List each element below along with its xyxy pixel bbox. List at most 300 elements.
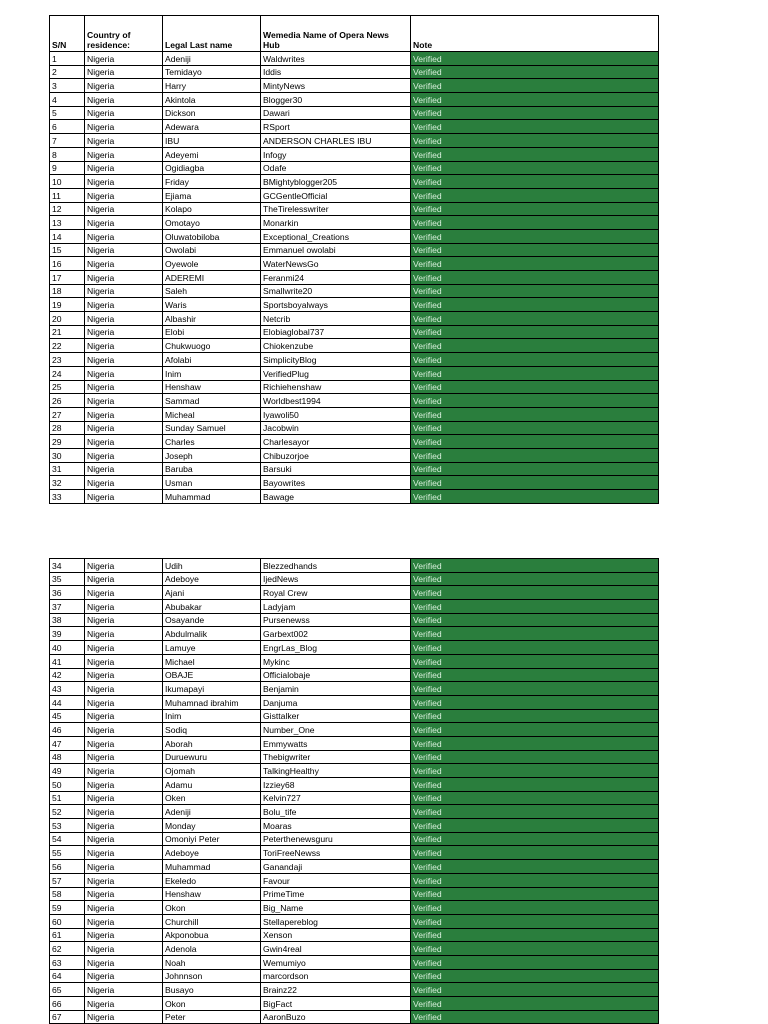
country-cell: Nigeria: [85, 736, 163, 750]
last-name-cell: Adeniji: [163, 52, 261, 66]
country-cell: Nigeria: [85, 654, 163, 668]
country-cell: Nigeria: [85, 846, 163, 860]
sn-cell: 13: [50, 216, 85, 230]
last-name-cell: Dickson: [163, 106, 261, 120]
note-cell: Verified: [411, 120, 659, 134]
last-name-cell: Abdulmalik: [163, 627, 261, 641]
last-name-cell: Sunday Samuel: [163, 421, 261, 435]
wemedia-name-cell: Blogger30: [261, 93, 411, 107]
table-row: [50, 682, 659, 696]
sn-cell: 6: [50, 120, 85, 134]
sn-cell: 53: [50, 819, 85, 833]
last-name-cell: Henshaw: [163, 887, 261, 901]
header-row: [50, 16, 659, 52]
note-cell: Verified: [411, 695, 659, 709]
note-cell: Verified: [411, 764, 659, 778]
table-row: [50, 435, 659, 449]
country-cell: Nigeria: [85, 65, 163, 79]
sn-cell: 27: [50, 407, 85, 421]
wemedia-name-cell: Emmywatts: [261, 736, 411, 750]
last-name-cell: Ogidiagba: [163, 161, 261, 175]
country-cell: Nigeria: [85, 819, 163, 833]
country-cell: Nigeria: [85, 641, 163, 655]
note-cell: Verified: [411, 312, 659, 326]
last-name-cell: Adewara: [163, 120, 261, 134]
note-cell: Verified: [411, 421, 659, 435]
last-name-cell: Oken: [163, 791, 261, 805]
table-row: [50, 1010, 659, 1024]
table-row: [50, 791, 659, 805]
note-cell: Verified: [411, 832, 659, 846]
country-cell: Nigeria: [85, 435, 163, 449]
table-body-1: [50, 52, 659, 504]
wemedia-name-cell: TheTirelesswriter: [261, 202, 411, 216]
country-cell: Nigeria: [85, 353, 163, 367]
wemedia-name-cell: Iyawoli50: [261, 407, 411, 421]
table-row: [50, 134, 659, 148]
sn-cell: 38: [50, 613, 85, 627]
country-cell: Nigeria: [85, 366, 163, 380]
table-row: [50, 586, 659, 600]
sn-cell: 9: [50, 161, 85, 175]
sn-cell: 14: [50, 229, 85, 243]
wemedia-name-cell: RSport: [261, 120, 411, 134]
country-cell: Nigeria: [85, 134, 163, 148]
table-row: [50, 955, 659, 969]
sn-cell: 19: [50, 298, 85, 312]
table-row: [50, 942, 659, 956]
country-cell: Nigeria: [85, 668, 163, 682]
wemedia-name-cell: Iddis: [261, 65, 411, 79]
sn-cell: 3: [50, 79, 85, 93]
sn-cell: 64: [50, 969, 85, 983]
table-row: [50, 257, 659, 271]
note-cell: Verified: [411, 901, 659, 915]
table-row: [50, 106, 659, 120]
country-cell: Nigeria: [85, 490, 163, 504]
country-cell: Nigeria: [85, 462, 163, 476]
wemedia-name-cell: Benjamin: [261, 682, 411, 696]
last-name-cell: Waris: [163, 298, 261, 312]
last-name-cell: Inim: [163, 366, 261, 380]
wemedia-name-cell: SimplicityBlog: [261, 353, 411, 367]
last-name-cell: Friday: [163, 175, 261, 189]
last-name-cell: Oyewole: [163, 257, 261, 271]
sn-cell: 47: [50, 736, 85, 750]
wemedia-name-cell: Sportsboyalways: [261, 298, 411, 312]
last-name-cell: Adeboye: [163, 846, 261, 860]
note-cell: Verified: [411, 284, 659, 298]
sn-cell: 65: [50, 983, 85, 997]
table-row: [50, 613, 659, 627]
wemedia-name-cell: Netcrib: [261, 312, 411, 326]
sn-cell: 25: [50, 380, 85, 394]
last-name-cell: Kolapo: [163, 202, 261, 216]
wemedia-name-cell: VerifiedPlug: [261, 366, 411, 380]
table-row: [50, 175, 659, 189]
wemedia-name-cell: Brainz22: [261, 983, 411, 997]
country-cell: Nigeria: [85, 805, 163, 819]
country-cell: Nigeria: [85, 682, 163, 696]
last-name-cell: Harry: [163, 79, 261, 93]
table-row: [50, 229, 659, 243]
wemedia-name-cell: AaronBuzo: [261, 1010, 411, 1024]
note-cell: Verified: [411, 366, 659, 380]
sn-cell: 21: [50, 325, 85, 339]
sn-cell: 16: [50, 257, 85, 271]
table-row: [50, 188, 659, 202]
wemedia-name-cell: Moaras: [261, 819, 411, 833]
last-name-cell: Johnnson: [163, 969, 261, 983]
sn-cell: 42: [50, 668, 85, 682]
country-cell: Nigeria: [85, 79, 163, 93]
table-row: [50, 600, 659, 614]
note-cell: Verified: [411, 298, 659, 312]
country-cell: Nigeria: [85, 216, 163, 230]
table-row: [50, 641, 659, 655]
table-row: [50, 490, 659, 504]
note-cell: Verified: [411, 462, 659, 476]
country-cell: Nigeria: [85, 695, 163, 709]
table-row: [50, 832, 659, 846]
table-row: [50, 997, 659, 1011]
last-name-cell: ADEREMI: [163, 271, 261, 285]
last-name-cell: OBAJE: [163, 668, 261, 682]
note-cell: Verified: [411, 983, 659, 997]
wemedia-name-cell: PrimeTime: [261, 887, 411, 901]
country-cell: Nigeria: [85, 559, 163, 573]
wemedia-name-cell: Kelvin727: [261, 791, 411, 805]
table-row: [50, 243, 659, 257]
wemedia-name-cell: Charlesayor: [261, 435, 411, 449]
table-row: [50, 764, 659, 778]
country-cell: Nigeria: [85, 52, 163, 66]
table-row: [50, 627, 659, 641]
wemedia-name-cell: Bayowrites: [261, 476, 411, 490]
country-cell: Nigeria: [85, 106, 163, 120]
note-cell: Verified: [411, 928, 659, 942]
table-row: [50, 353, 659, 367]
country-cell: Nigeria: [85, 394, 163, 408]
sn-cell: 52: [50, 805, 85, 819]
table-row: [50, 476, 659, 490]
last-name-cell: Okon: [163, 997, 261, 1011]
sn-cell: 22: [50, 339, 85, 353]
note-cell: Verified: [411, 819, 659, 833]
wemedia-name-cell: Xenson: [261, 928, 411, 942]
note-cell: Verified: [411, 627, 659, 641]
table-row: [50, 298, 659, 312]
country-cell: Nigeria: [85, 298, 163, 312]
last-name-cell: Micheal: [163, 407, 261, 421]
last-name-cell: Monday: [163, 819, 261, 833]
table-row: [50, 462, 659, 476]
last-name-cell: Okon: [163, 901, 261, 915]
wemedia-name-cell: Richiehenshaw: [261, 380, 411, 394]
table-row: [50, 736, 659, 750]
sn-cell: 4: [50, 93, 85, 107]
last-name-cell: Osayande: [163, 613, 261, 627]
wemedia-name-cell: TalkingHealthy: [261, 764, 411, 778]
wemedia-name-cell: Chibuzorjoe: [261, 448, 411, 462]
last-name-cell: Udih: [163, 559, 261, 573]
last-name-cell: Oluwatobiloba: [163, 229, 261, 243]
wemedia-name-cell: Monarkin: [261, 216, 411, 230]
table-row: [50, 846, 659, 860]
table-row: [50, 887, 659, 901]
table-row: [50, 983, 659, 997]
sn-cell: 40: [50, 641, 85, 655]
country-cell: Nigeria: [85, 147, 163, 161]
last-name-cell: Michael: [163, 654, 261, 668]
last-name-cell: Busayo: [163, 983, 261, 997]
table-row: [50, 928, 659, 942]
note-cell: Verified: [411, 394, 659, 408]
country-cell: Nigeria: [85, 188, 163, 202]
table-row: [50, 572, 659, 586]
table-row: [50, 147, 659, 161]
last-name-cell: Akintola: [163, 93, 261, 107]
last-name-cell: Abubakar: [163, 600, 261, 614]
table-row: [50, 325, 659, 339]
table-row: [50, 421, 659, 435]
verification-table-2: [49, 558, 659, 1024]
last-name-cell: Joseph: [163, 448, 261, 462]
wemedia-name-cell: Odafe: [261, 161, 411, 175]
wemedia-name-cell: EngrLas_Blog: [261, 641, 411, 655]
sn-cell: 66: [50, 997, 85, 1011]
wemedia-name-cell: Exceptional_Creations: [261, 229, 411, 243]
table-row: [50, 873, 659, 887]
last-name-cell: Elobi: [163, 325, 261, 339]
last-name-cell: Churchill: [163, 914, 261, 928]
wemedia-name-cell: BigFact: [261, 997, 411, 1011]
note-cell: Verified: [411, 750, 659, 764]
table-row: [50, 271, 659, 285]
last-name-cell: Lamuye: [163, 641, 261, 655]
wemedia-name-cell: Smallwrite20: [261, 284, 411, 298]
country-cell: Nigeria: [85, 586, 163, 600]
note-cell: Verified: [411, 600, 659, 614]
wemedia-name-cell: Barsuki: [261, 462, 411, 476]
country-cell: Nigeria: [85, 476, 163, 490]
sn-cell: 60: [50, 914, 85, 928]
sn-cell: 45: [50, 709, 85, 723]
country-cell: Nigeria: [85, 175, 163, 189]
wemedia-name-cell: Infogy: [261, 147, 411, 161]
table-row: [50, 448, 659, 462]
note-cell: Verified: [411, 188, 659, 202]
wemedia-name-cell: marcordson: [261, 969, 411, 983]
note-cell: Verified: [411, 93, 659, 107]
table-row: [50, 709, 659, 723]
sn-cell: 63: [50, 955, 85, 969]
note-cell: Verified: [411, 339, 659, 353]
header-last-name: Legal Last name: [163, 16, 261, 52]
table-row: [50, 668, 659, 682]
country-cell: Nigeria: [85, 284, 163, 298]
note-cell: Verified: [411, 65, 659, 79]
last-name-cell: Aborah: [163, 736, 261, 750]
note-cell: Verified: [411, 216, 659, 230]
last-name-cell: Muhamnad ibrahim: [163, 695, 261, 709]
country-cell: Nigeria: [85, 312, 163, 326]
note-cell: Verified: [411, 202, 659, 216]
table-row: [50, 860, 659, 874]
note-cell: Verified: [411, 778, 659, 792]
country-cell: Nigeria: [85, 93, 163, 107]
wemedia-name-cell: Ladyjam: [261, 600, 411, 614]
sn-cell: 1: [50, 52, 85, 66]
sn-cell: 51: [50, 791, 85, 805]
note-cell: Verified: [411, 709, 659, 723]
last-name-cell: Peter: [163, 1010, 261, 1024]
country-cell: Nigeria: [85, 969, 163, 983]
sn-cell: 17: [50, 271, 85, 285]
table-row: [50, 339, 659, 353]
note-cell: Verified: [411, 229, 659, 243]
wemedia-name-cell: Favour: [261, 873, 411, 887]
note-cell: Verified: [411, 175, 659, 189]
last-name-cell: Adeboye: [163, 572, 261, 586]
note-cell: Verified: [411, 805, 659, 819]
country-cell: Nigeria: [85, 202, 163, 216]
table-row: [50, 695, 659, 709]
table-row: [50, 914, 659, 928]
wemedia-name-cell: Wemumiyo: [261, 955, 411, 969]
header-note: Note: [411, 16, 659, 52]
note-cell: Verified: [411, 668, 659, 682]
note-cell: Verified: [411, 1010, 659, 1024]
last-name-cell: Omoniyi Peter: [163, 832, 261, 846]
sn-cell: 18: [50, 284, 85, 298]
note-cell: Verified: [411, 969, 659, 983]
last-name-cell: Ajani: [163, 586, 261, 600]
last-name-cell: Sammad: [163, 394, 261, 408]
country-cell: Nigeria: [85, 339, 163, 353]
country-cell: Nigeria: [85, 764, 163, 778]
country-cell: Nigeria: [85, 928, 163, 942]
last-name-cell: Temidayo: [163, 65, 261, 79]
sn-cell: 46: [50, 723, 85, 737]
country-cell: Nigeria: [85, 421, 163, 435]
sn-cell: 23: [50, 353, 85, 367]
sn-cell: 10: [50, 175, 85, 189]
sn-cell: 12: [50, 202, 85, 216]
country-cell: Nigeria: [85, 120, 163, 134]
country-cell: Nigeria: [85, 942, 163, 956]
note-cell: Verified: [411, 243, 659, 257]
table-row: [50, 750, 659, 764]
country-cell: Nigeria: [85, 887, 163, 901]
wemedia-name-cell: IjedNews: [261, 572, 411, 586]
note-cell: Verified: [411, 161, 659, 175]
sn-cell: 49: [50, 764, 85, 778]
country-cell: Nigeria: [85, 613, 163, 627]
last-name-cell: Henshaw: [163, 380, 261, 394]
last-name-cell: Duruewuru: [163, 750, 261, 764]
note-cell: Verified: [411, 257, 659, 271]
note-cell: Verified: [411, 435, 659, 449]
sn-cell: 35: [50, 572, 85, 586]
wemedia-name-cell: Elobiaglobal737: [261, 325, 411, 339]
note-cell: Verified: [411, 147, 659, 161]
header-country: Country of residence:: [85, 16, 163, 52]
last-name-cell: Adeniji: [163, 805, 261, 819]
country-cell: Nigeria: [85, 325, 163, 339]
header-wemedia-name: Wemedia Name of Opera News Hub: [261, 16, 411, 52]
country-cell: Nigeria: [85, 709, 163, 723]
wemedia-name-cell: Izziey68: [261, 778, 411, 792]
note-cell: Verified: [411, 613, 659, 627]
table-body-2: [50, 559, 659, 1024]
last-name-cell: Ikumapayi: [163, 682, 261, 696]
note-cell: Verified: [411, 860, 659, 874]
last-name-cell: Baruba: [163, 462, 261, 476]
wemedia-name-cell: Big_Name: [261, 901, 411, 915]
table-row: [50, 52, 659, 66]
country-cell: Nigeria: [85, 407, 163, 421]
note-cell: Verified: [411, 955, 659, 969]
wemedia-name-cell: Peterthenewsguru: [261, 832, 411, 846]
note-cell: Verified: [411, 407, 659, 421]
sn-cell: 7: [50, 134, 85, 148]
country-cell: Nigeria: [85, 983, 163, 997]
country-cell: Nigeria: [85, 873, 163, 887]
last-name-cell: Usman: [163, 476, 261, 490]
note-cell: Verified: [411, 887, 659, 901]
sn-cell: 26: [50, 394, 85, 408]
table-row: [50, 216, 659, 230]
table-row: [50, 284, 659, 298]
wemedia-name-cell: Danjuma: [261, 695, 411, 709]
country-cell: Nigeria: [85, 600, 163, 614]
wemedia-name-cell: Emmanuel owolabi: [261, 243, 411, 257]
wemedia-name-cell: Waldwrites: [261, 52, 411, 66]
note-cell: Verified: [411, 942, 659, 956]
note-cell: Verified: [411, 448, 659, 462]
wemedia-name-cell: MintyNews: [261, 79, 411, 93]
wemedia-name-cell: BMightyblogger205: [261, 175, 411, 189]
last-name-cell: Saleh: [163, 284, 261, 298]
wemedia-name-cell: Gisttalker: [261, 709, 411, 723]
country-cell: Nigeria: [85, 627, 163, 641]
table-row: [50, 93, 659, 107]
note-cell: Verified: [411, 586, 659, 600]
table-row: [50, 407, 659, 421]
wemedia-name-cell: Gwin4real: [261, 942, 411, 956]
verification-table-1: [49, 15, 659, 504]
note-cell: Verified: [411, 106, 659, 120]
table-row: [50, 120, 659, 134]
country-cell: Nigeria: [85, 791, 163, 805]
sn-cell: 56: [50, 860, 85, 874]
sn-cell: 34: [50, 559, 85, 573]
sn-cell: 41: [50, 654, 85, 668]
note-cell: Verified: [411, 353, 659, 367]
wemedia-name-cell: Bolu_tife: [261, 805, 411, 819]
note-cell: Verified: [411, 52, 659, 66]
last-name-cell: Chukwuogo: [163, 339, 261, 353]
table-row: [50, 366, 659, 380]
last-name-cell: Ejiama: [163, 188, 261, 202]
table-row: [50, 901, 659, 915]
country-cell: Nigeria: [85, 161, 163, 175]
table-row: [50, 79, 659, 93]
last-name-cell: Afolabi: [163, 353, 261, 367]
table-row: [50, 312, 659, 326]
country-cell: Nigeria: [85, 832, 163, 846]
